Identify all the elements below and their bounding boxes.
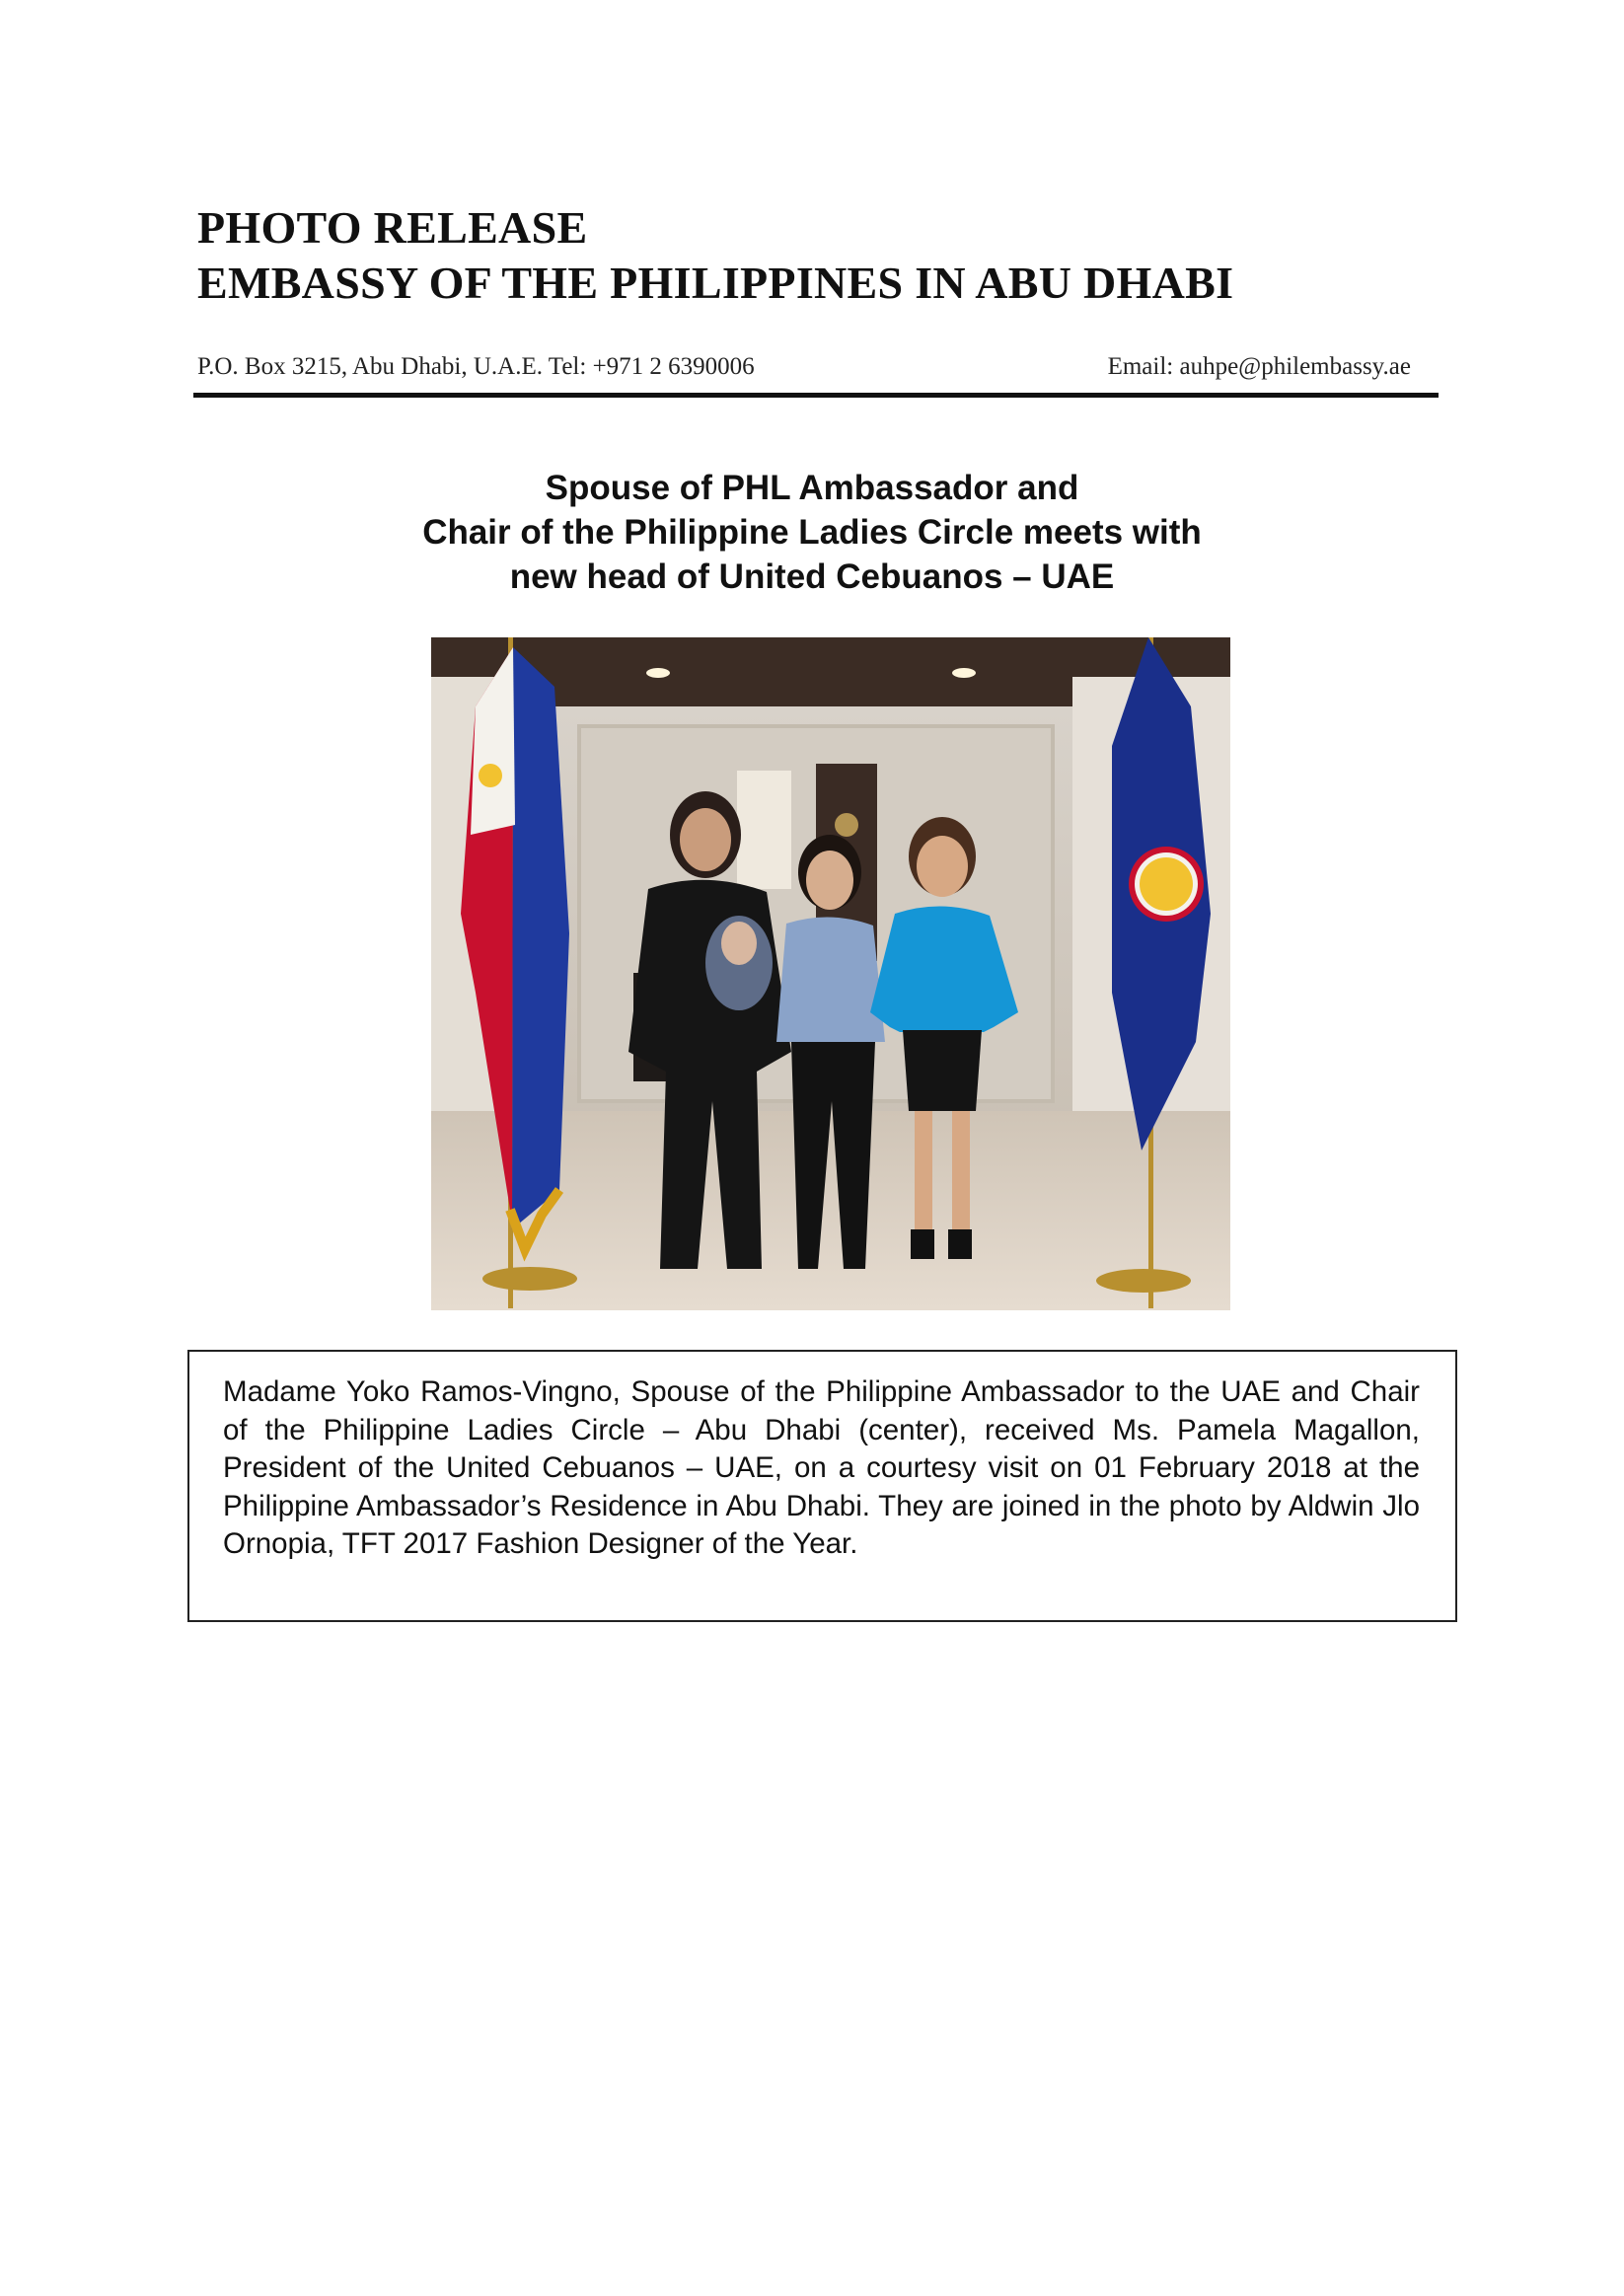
flag-stand-right xyxy=(1096,1269,1191,1293)
headline-line-3: new head of United Cebuanos – UAE xyxy=(509,557,1115,596)
release-type: PHOTO RELEASE xyxy=(197,202,588,253)
contact-address: P.O. Box 3215, Abu Dhabi, U.A.E. Tel: +971 2 6390006 xyxy=(197,353,755,380)
header-divider xyxy=(193,393,1439,398)
asean-emblem-rice xyxy=(1140,857,1193,911)
caption-box xyxy=(187,1350,1457,1622)
contact-line xyxy=(197,351,1411,383)
ceiling-light xyxy=(952,668,976,678)
headline-line-1: Spouse of PHL Ambassador and xyxy=(545,469,1079,507)
flag-stand-left xyxy=(482,1267,577,1291)
caption-text: Madame Yoko Ramos-Vingno, Spouse of the Philippine Ambassador to the UAE and Chair of the Philippine Ladies Circle – Abu Dhabi (center), received Ms. Pamela Magallon, President of the United Cebuanos – UAE, on a courtesy visit on 01 February 2018 at the Philippine Ambassador’s Residence in Abu Dhabi. They are joined in the photo by Aldwin Jlo Ornopia, TFT 2017 Fashion Designer of the Year. xyxy=(223,1375,1420,1560)
ceiling-light xyxy=(646,668,670,678)
event-photo xyxy=(431,637,1230,1310)
release-header xyxy=(197,200,1480,311)
event-photo-illustration xyxy=(431,637,1230,1310)
contact-email: Email: auhpe@philembassy.ae xyxy=(1107,353,1411,380)
wall-art-light xyxy=(737,771,791,889)
embassy-name: EMBASSY OF THE PHILIPPINES IN ABU DHABI xyxy=(197,258,1234,308)
wall-art-ornament xyxy=(835,813,858,837)
headline-line-2: Chair of the Philippine Ladies Circle meets with xyxy=(422,513,1202,552)
ph-flag-sun xyxy=(479,764,502,787)
headline xyxy=(296,466,1328,599)
